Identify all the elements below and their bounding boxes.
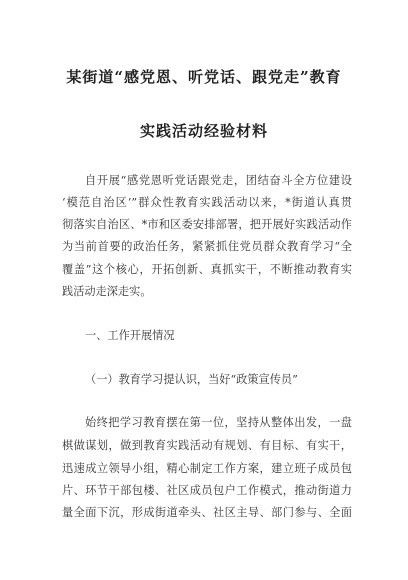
body-line-1: 始终把学习教育摆在第一位，坚持从整体出发，一盘 [85, 416, 352, 429]
body-line-5: 量全面下沉，形成街道牵头、社区主导、部门参与、全面 [62, 506, 352, 519]
intro-line-5: 覆盖”这个核心，开拓创新、真抓实干，不断推动教育实 [62, 263, 352, 276]
intro-line-6: 践活动走深走实。 [62, 285, 152, 298]
subsection-heading: （一）教育学习提认识，当好“政策宣传员” [85, 373, 298, 386]
intro-line-3: 彻落实自治区、*市和区委安排部署，把开展好实践活动作 [62, 218, 352, 231]
intro-line-2: ‘模范自治区’”群众性教育实践活动以来，*街道认真贯 [62, 196, 352, 209]
intro-line-4: 为当前首要的政治任务，紧紧抓住党员群众教育学习“全 [62, 240, 352, 253]
document-title-line-1: 某街道“感党恩、听党话、跟党走”教育 [66, 68, 342, 86]
body-line-4: 片、环节干部包楼、社区成员包户工作模式，推动街道力 [62, 484, 352, 497]
body-line-3: 迅速成立领导小组，精心制定工作方案，建立班子成员包 [62, 462, 352, 475]
intro-line-1: 自开展“感党恩听党话跟党走，团结奋斗全方位建设 [85, 174, 352, 187]
section-heading: 一、工作开展情况 [85, 329, 175, 342]
document-title-line-2: 实践活动经验材料 [139, 122, 268, 140]
body-line-2: 棋做谋划，做到教育实践活动有规划、有目标、有实干， [62, 439, 352, 452]
